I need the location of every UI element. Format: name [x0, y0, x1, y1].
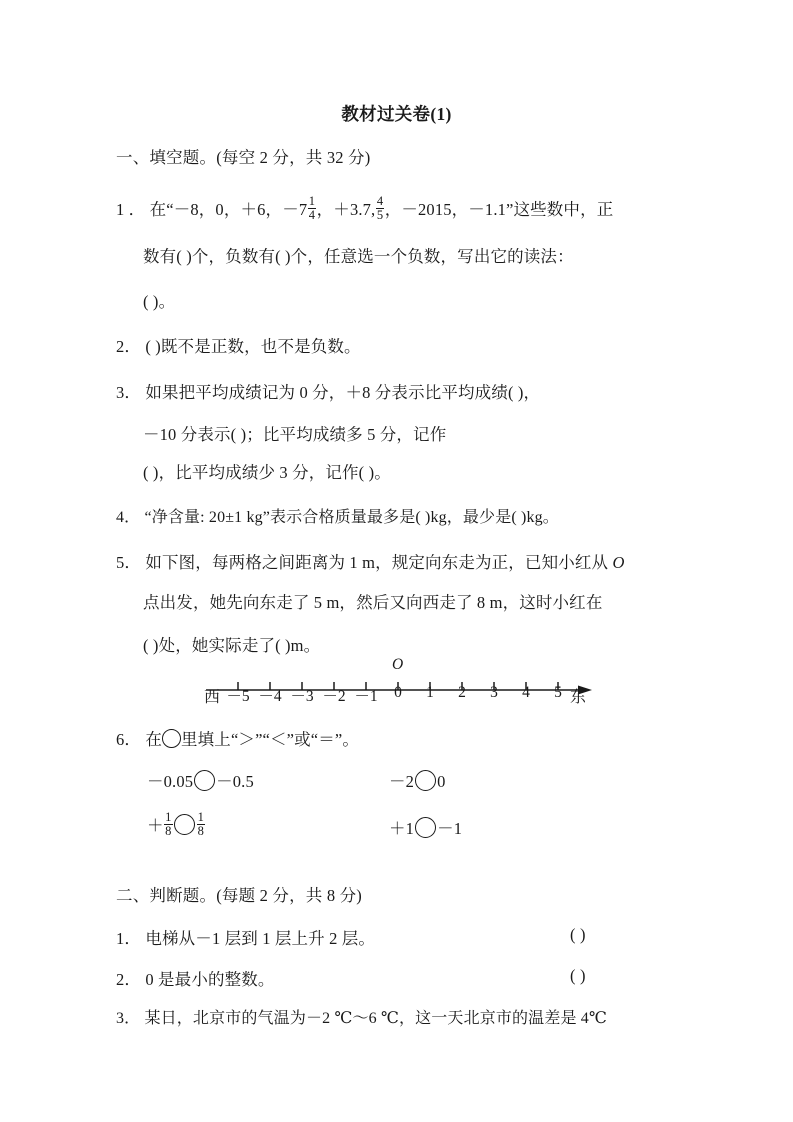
question-3-line-1 [116, 379, 540, 403]
question-3-number: 3． [116, 383, 142, 402]
question-3-line-2: －10 分表示( )；比平均成绩多 5 分，记作 [143, 425, 447, 444]
question-6-comparison-3 [147, 809, 205, 839]
answer-circle-2[interactable] [415, 770, 436, 791]
fraction-four-fifths [376, 195, 384, 222]
question-3-text-1: 如果把平均成绩记为 0 分，＋8 分表示比平均成绩( )， [145, 383, 541, 402]
question-1-text-a: 在“－8，0，＋6， [149, 200, 283, 219]
question-1-text-c: ，－2015，－1.1”这些数中，正 [384, 200, 614, 219]
tick-label-neg4: －4 [258, 688, 282, 705]
fraction-numerator: 4 [376, 193, 384, 208]
judgment-question-3 [116, 1005, 607, 1028]
question-1-number: 1 ． [116, 200, 146, 219]
mixed-number-fraction [308, 195, 316, 222]
comparison-3-left-numerator: 1 [165, 809, 172, 824]
fraction-denominator: 5 [376, 207, 384, 222]
judgment-3-text: 某日，北京市的气温为－2 ℃～6 ℃，这一天北京市的温差是 4℃ [144, 1010, 607, 1027]
question-5-number: 5． [116, 553, 142, 572]
east-direction-label: 东 [570, 689, 587, 706]
question-1-line-1 [116, 193, 614, 223]
question-5-text-1: 如下图，每两格之间距离为 1 m，规定向东走为正，已知小红从 [145, 553, 609, 572]
answer-circle-prompt[interactable] [162, 729, 181, 748]
judgment-question-2 [116, 966, 275, 990]
question-2 [116, 333, 361, 357]
comparison-3-right-fraction [197, 811, 205, 838]
origin-point-reference: O [612, 553, 625, 572]
question-6-comparison-2 [389, 768, 445, 792]
tick-label-5: 5 [554, 684, 562, 701]
judgment-2-text: 0 是最小的整数。 [145, 970, 275, 989]
judgment-1-number: 1． [116, 929, 142, 948]
tick-label-1: 1 [426, 684, 434, 701]
tick-label-3: 3 [490, 684, 498, 701]
mixed-denominator: 4 [308, 207, 316, 222]
judgment-question-1 [116, 925, 375, 949]
number-line-diagram [196, 658, 600, 716]
tick-label-neg5: －5 [226, 688, 250, 705]
question-4-number: 4． [116, 509, 141, 526]
comparison-3-right-denominator: 8 [197, 823, 204, 838]
judgment-2-answer-blank[interactable]: ( ) [570, 966, 586, 985]
question-6-prompt-b: 里填上“＞”“＜”或“＝”。 [181, 730, 360, 749]
answer-circle-4[interactable] [415, 817, 436, 838]
comparison-4-right: －1 [437, 819, 463, 838]
question-4-text: “净含量: 20±1 kg”表示合格质量最多是( )kg，最少是( )kg。 [144, 509, 559, 526]
mixed-number-integer: －7 [282, 200, 308, 219]
comparison-4-left: ＋1 [389, 819, 415, 838]
west-direction-label: 西 [204, 689, 221, 706]
tick-label-2: 2 [458, 684, 466, 701]
question-6-comparison-4 [389, 815, 462, 839]
question-2-text: ( )既不是正数，也不是负数。 [145, 337, 361, 356]
question-4 [116, 504, 559, 527]
judgment-3-number: 3． [116, 1010, 141, 1027]
question-6-prompt [116, 726, 359, 750]
question-5-line-1 [116, 549, 625, 573]
comparison-3-left-fraction [164, 811, 172, 838]
comparison-1-left: －0.05 [147, 772, 194, 791]
comparison-1-right: －0.5 [216, 772, 254, 791]
mixed-numerator: 1 [308, 193, 316, 208]
answer-circle-1[interactable] [194, 770, 215, 791]
comparison-3-right-numerator: 1 [197, 809, 204, 824]
question-5-line-2: 点出发，她先向东走了 5 m，然后又向西走了 8 m，这时小红在 [143, 593, 603, 612]
tick-label-neg1: －1 [354, 688, 378, 705]
question-6-prompt-a: 在 [145, 730, 162, 749]
question-3-line-3: ( )，比平均成绩少 3 分，记作( )。 [143, 463, 391, 482]
question-1-line-3: ( )。 [143, 292, 176, 311]
tick-label-0: 0 [394, 684, 402, 701]
question-6-number: 6． [116, 730, 142, 749]
question-6-comparison-1 [147, 768, 254, 792]
tick-label-neg2: －2 [322, 688, 346, 705]
tick-label-4: 4 [522, 684, 530, 701]
origin-label: O [392, 656, 404, 673]
section-two-heading: 二、判断题。(每题 2 分，共 8 分) [116, 886, 362, 905]
judgment-2-number: 2． [116, 970, 142, 989]
comparison-2-left: －2 [389, 772, 415, 791]
comparison-3-left-sign: ＋ [147, 816, 164, 835]
question-1-text-b: ，＋3.7, [316, 200, 376, 219]
comparison-3-left-denominator: 8 [165, 823, 172, 838]
tick-label-neg3: －3 [290, 688, 314, 705]
judgment-1-text: 电梯从－1 层到 1 层上升 2 层。 [145, 929, 376, 948]
comparison-2-right: 0 [437, 772, 446, 791]
answer-circle-3[interactable] [174, 814, 195, 835]
question-2-number: 2． [116, 337, 142, 356]
question-1-line-2: 数有( )个，负数有( )个，任意选一个负数，写出它的读法： [143, 247, 574, 266]
question-5-line-3: ( )处，她实际走了( )m。 [143, 636, 321, 655]
page-title: 教材过关卷(1) [341, 104, 452, 124]
judgment-1-answer-blank[interactable]: ( ) [570, 925, 586, 944]
section-one-heading: 一、填空题。(每空 2 分，共 32 分) [116, 148, 371, 167]
